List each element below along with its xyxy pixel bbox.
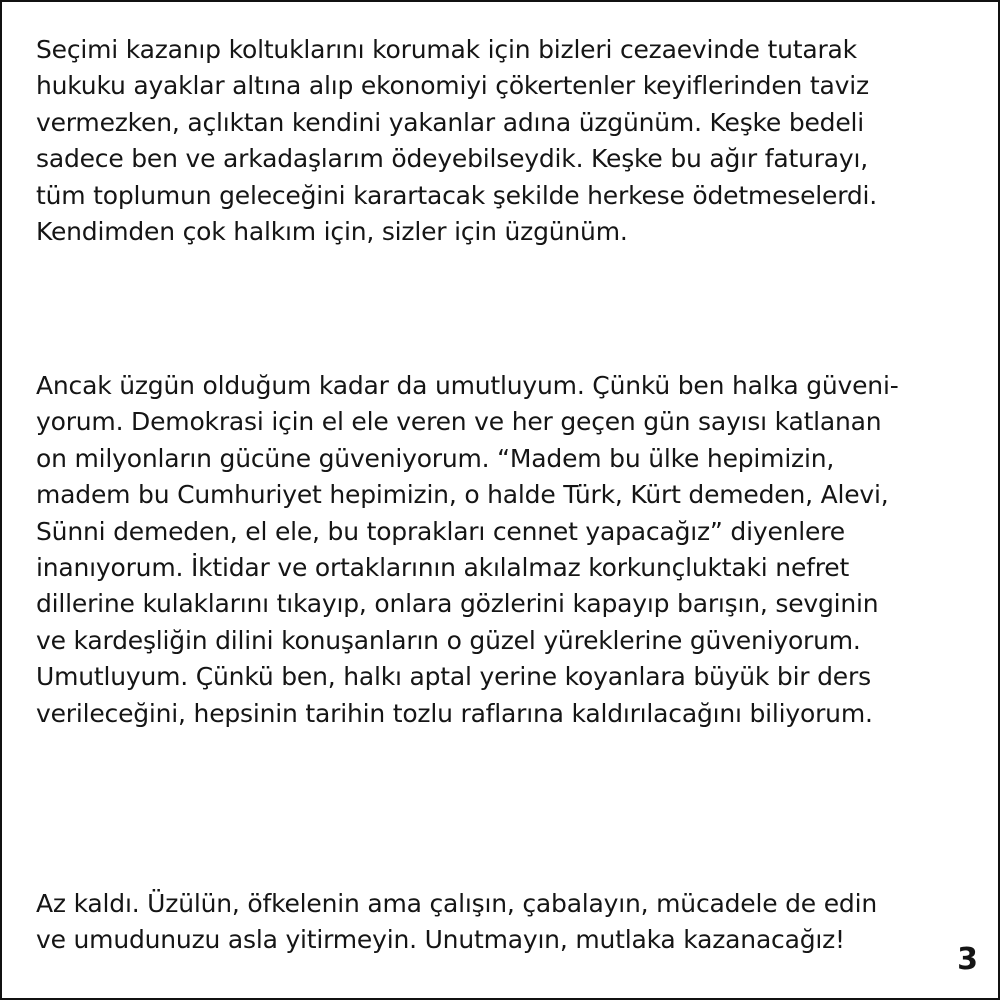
paragraph-line: verileceğini, hepsinin tarihin tozlu raflarına kaldırılacağını biliyorum. [36, 698, 873, 728]
paragraph-line: yorum. Demokrasi için el ele veren ve her geçen gün sayısı katlanan [36, 407, 882, 437]
paragraph-line: Ancak üzgün olduğum kadar da umutluyum. Çünkü ben halka güveni- [36, 371, 899, 400]
paragraph-line: sadece ben ve arkadaşlarım ödeyebilseydik. Keşke bu ağır faturayı, [36, 144, 869, 174]
paragraph-line: dillerine kulaklarını tıkayıp, onlara gözlerini kapayıp barışın, sevginin [36, 589, 879, 619]
paragraph-line: Kendimden çok halkım için, sizler için üzgünüm. [36, 217, 628, 247]
paragraph-line: tüm toplumun geleceğini karartacak şekilde herkese ödetmeselerdi. [36, 180, 878, 210]
paragraph-line: vermezken, açlıktan kendini yakanlar adına üzgünüm. Keşke bedeli [36, 107, 865, 137]
paragraph-3 [36, 886, 968, 959]
paragraph-line: ve kardeşliğin dilini konuşanların o güzel yüreklerine güveniyorum. [36, 625, 861, 655]
paragraph-2 [36, 368, 968, 732]
paragraph-line: inanıyorum. İktidar ve ortaklarının akılalmaz korkunçluktaki nefret [36, 553, 850, 583]
paragraph-line: Seçimi kazanıp koltuklarını korumak için bizleri cezaevinde tutarak [36, 35, 857, 64]
paragraph-line: hukuku ayaklar altına alıp ekonomiyi çökertenler keyiflerinden taviz [36, 71, 869, 101]
page-number: 3 [957, 942, 978, 977]
paragraph-line: madem bu Cumhuriyet hepimizin, o halde Türk, Kürt demeden, Alevi, [36, 480, 889, 510]
paragraph-line: on milyonların gücüne güveniyorum. “Madem bu ülke hepimizin, [36, 443, 835, 473]
paragraph-1 [36, 32, 968, 250]
paragraph-line: Umutluyum. Çünkü ben, halkı aptal yerine koyanlara büyük bir ders [36, 662, 871, 692]
paragraph-line: Sünni demeden, el ele, bu toprakları cennet yapacağız” diyenlere [36, 516, 845, 546]
paragraph-line: Az kaldı. Üzülün, öfkelenin ama çalışın, çabalayın, mücadele de edin [36, 889, 877, 918]
paragraph-line: ve umudunuzu asla yitirmeyin. Unutmayın, mutlaka kazanacağız! [36, 925, 845, 955]
